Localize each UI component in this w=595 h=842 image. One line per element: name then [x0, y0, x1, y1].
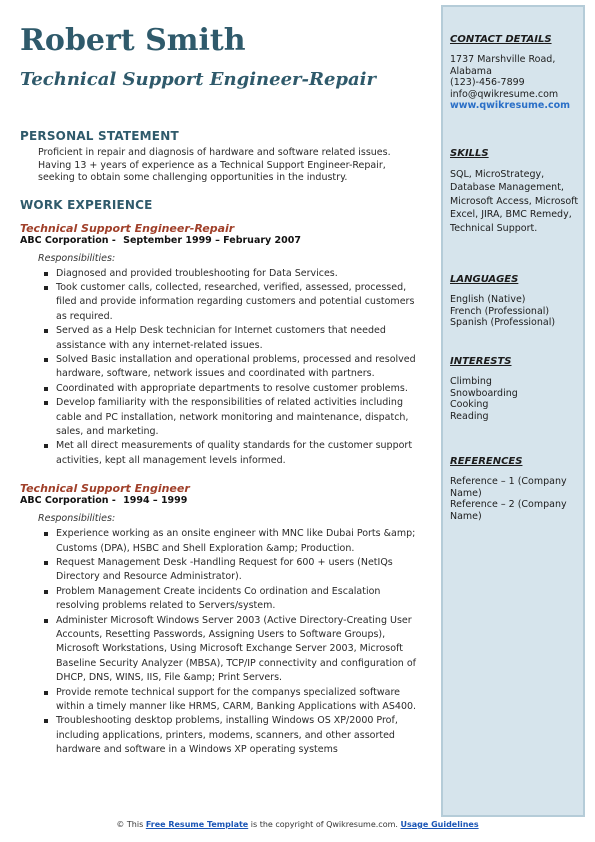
sidebar — [441, 5, 585, 817]
list-item: Coordinated with appropriate departments to resolve customer problems. — [56, 382, 425, 396]
interests-section — [450, 356, 584, 422]
list-item: French (Professional) — [450, 305, 550, 317]
list-item: Solved Basic installation and operational problems, processed and resolved hardware, software, network issues and coordinated with partners. — [56, 353, 425, 382]
candidate-name: Robert Smith — [20, 23, 246, 58]
skills-text: SQL, MicroStrategy, Database Management, Microsoft Access, Microsoft Excel, JIRA, BMC Remedy, Technical Support. — [450, 169, 579, 234]
section-heading-languages: LANGUAGES — [450, 274, 519, 285]
footer-prefix: © This — [116, 820, 144, 829]
contact-section — [450, 34, 584, 112]
responsibilities-label: Responsibilities: — [38, 252, 116, 264]
job-title: Technical Support Engineer — [20, 482, 190, 496]
list-item: Served as a Help Desk technician for Internet customers that needed assistance with any internet-related issues. — [56, 324, 425, 353]
job-title: Technical Support Engineer-Repair — [20, 221, 235, 235]
job-dates: September 1999 – February 2007 — [123, 234, 301, 246]
duties-list — [20, 527, 425, 758]
job-company-line — [20, 235, 425, 247]
references-list — [450, 476, 584, 522]
section-heading-skills: SKILLS — [450, 148, 489, 159]
list-item: Reference – 1 (Company Name) — [450, 476, 567, 499]
list-item: Experience working as an onsite engineer with MNC like Dubai Ports &amp; Customs (DPA), HSBC and Shell Exploration &amp; Production. — [56, 527, 425, 556]
job-entry — [20, 222, 425, 469]
list-item: Request Management Desk -Handling Request for 600 + users (NetIQs Directory and Resource Administrator). — [56, 556, 425, 585]
languages-list — [450, 294, 584, 329]
personal-statement-section — [20, 129, 425, 185]
usage-guidelines-link[interactable]: Usage Guidelines — [400, 820, 479, 829]
list-item: Met all direct measurements of quality standards for the customer support activities, kept all management levels informed. — [56, 439, 425, 468]
skills-section — [450, 148, 584, 235]
list-item: Climbing — [450, 376, 492, 387]
list-item: Took customer calls, collected, researched, verified, assessed, processed, filed and provide information regarding customers and potential customers as required. — [56, 281, 425, 324]
list-item: Administer Microsoft Windows Server 2003 (Active Directory-Creating User Accounts, Resetting Passwords, Assigning Users to Software Groups), Microsoft Workstations, Using Microsoft Exchange Server 2003, Microsoft Baseline Security Analyzer (MBSA), TCP/IP connectivity and configuration of DHCP, DNS, WINS, IIS, File &amp; Print Servers. — [56, 614, 425, 686]
website-link[interactable]: www.qwikresume.com — [450, 100, 571, 112]
address-line: Alabama — [450, 65, 492, 77]
free-resume-template-link[interactable]: Free Resume Template — [145, 820, 249, 829]
section-heading-references: REFERENCES — [450, 456, 523, 467]
list-item: Troubleshooting desktop problems, installing Windows OS XP/2000 Prof, including applications, printers, modems, scanners, and other assorted hardware and software in a Windows XP operating systems — [56, 714, 425, 757]
list-item: Provide remote technical support for the companys specialized software within a timely manner like HRMS, CARM, Banking Applications with AS400. — [56, 686, 425, 715]
job-title-heading: Technical Support Engineer-Repair — [20, 69, 376, 90]
list-item: Cooking — [450, 399, 489, 411]
section-heading-personal-statement: PERSONAL STATEMENT — [20, 129, 179, 143]
references-section — [450, 456, 584, 522]
list-item: Snowboarding — [450, 387, 518, 399]
main-column — [20, 22, 425, 758]
footer — [0, 820, 595, 829]
interests-list — [450, 376, 584, 422]
list-item: Diagnosed and provided troubleshooting for Data Services. — [56, 267, 425, 281]
list-item: Reference – 2 (Company Name) — [450, 499, 567, 522]
job-entry — [20, 482, 425, 758]
phone-number: (123)-456-7899 — [450, 77, 525, 89]
responsibilities-label: Responsibilities: — [38, 513, 116, 525]
email-address[interactable]: info@qwikresume.com — [450, 88, 559, 100]
list-item: English (Native) — [450, 294, 526, 305]
footer-copyright: is the copyright of Qwikresume.com. — [250, 820, 398, 829]
job-company-line — [20, 495, 425, 507]
work-experience-section — [20, 198, 425, 758]
job-dates: 1994 – 1999 — [123, 495, 188, 507]
list-item: Problem Management Create incidents Co ordination and Escalation resolving problems related to Servers/system. — [56, 585, 425, 614]
languages-section — [450, 274, 584, 329]
list-item: Spanish (Professional) — [450, 317, 556, 329]
section-heading-interests: INTERESTS — [450, 356, 512, 367]
contact-details — [450, 54, 584, 112]
list-item: Develop familiarity with the responsibilities of related activities including cable and PC installation, network monitoring and maintenance, dispatch, sales, and marketing. — [56, 396, 425, 439]
section-heading-work-experience: WORK EXPERIENCE — [20, 197, 153, 212]
personal-statement-text: Proficient in repair and diagnosis of hardware and software related issues. Having 13 + years of experience as a Technical Support Engineer-Repair, seeking to obtain some challenging opportunities in the industry. — [38, 147, 391, 183]
duties-list — [20, 267, 425, 469]
company-name: ABC Corporation - — [20, 495, 116, 507]
address-line: 1737 Marshville Road, — [450, 54, 556, 65]
section-heading-contact: CONTACT DETAILS — [450, 34, 552, 45]
list-item: Reading — [450, 410, 489, 422]
company-name: ABC Corporation - — [20, 234, 116, 246]
